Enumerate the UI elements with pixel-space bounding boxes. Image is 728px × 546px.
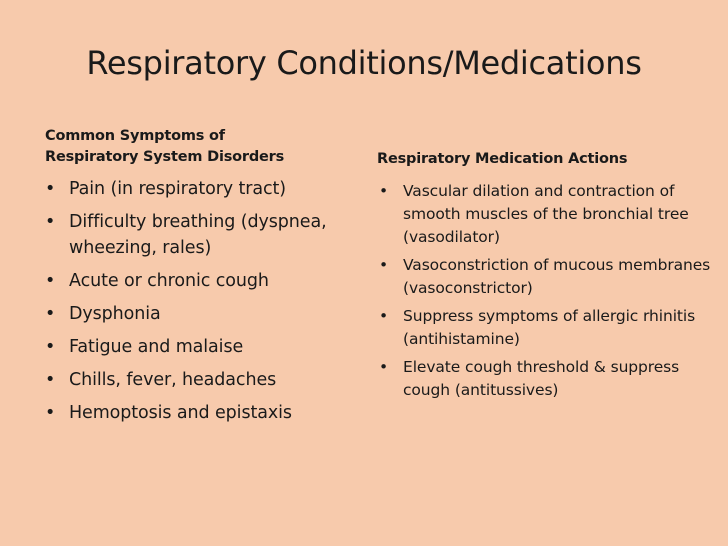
bullet: • <box>45 304 56 324</box>
symptoms-column <box>45 126 355 433</box>
medication-text: Elevate cough threshold & suppress cough (antitussives) <box>403 358 680 399</box>
symptom-text: Chills, fever, headaches <box>69 370 277 390</box>
symptom-item <box>45 367 355 393</box>
symptom-item <box>45 400 355 426</box>
symptom-text: Pain (in respiratory tract) <box>69 179 287 199</box>
bullet: • <box>45 271 56 291</box>
symptom-item <box>45 334 355 360</box>
symptom-text: Dysphonia <box>69 304 161 324</box>
medication-item <box>377 305 717 351</box>
medication-text: Vascular dilation and contraction of smooth muscles of the bronchial tree (vasodilator) <box>403 182 689 246</box>
symptoms-header <box>45 126 355 168</box>
bullet: • <box>379 358 389 376</box>
bullet: • <box>379 256 389 274</box>
bullet: • <box>45 337 56 357</box>
symptoms-header-line: Common Symptoms of <box>45 128 225 144</box>
symptom-text: Difficulty breathing (dyspnea, wheezing, rales) <box>69 212 327 258</box>
symptom-text: Fatigue and malaise <box>69 337 244 357</box>
medication-item <box>377 356 717 402</box>
slide-title: Respiratory Conditions/Medications <box>86 44 642 82</box>
symptoms-header-line: Respiratory System Disorders <box>45 149 285 165</box>
bullet: • <box>45 212 56 232</box>
symptom-item <box>45 176 355 202</box>
symptom-item <box>45 301 355 327</box>
bullet: • <box>379 307 389 325</box>
bullet: • <box>45 403 56 423</box>
medications-list <box>377 180 717 402</box>
medication-item <box>377 254 717 300</box>
medications-header: Respiratory Medication Actions <box>377 151 628 167</box>
bullet: • <box>379 182 389 200</box>
medication-item <box>377 180 717 249</box>
symptom-item <box>45 209 355 261</box>
bullet: • <box>45 179 56 199</box>
symptoms-list <box>45 176 355 426</box>
bullet: • <box>45 370 56 390</box>
symptom-text: Acute or chronic cough <box>69 271 269 291</box>
symptom-text: Hemoptosis and epistaxis <box>69 403 292 423</box>
medication-text: Suppress symptoms of allergic rhinitis (antihistamine) <box>403 307 696 348</box>
symptom-item <box>45 268 355 294</box>
medication-text: Vasoconstriction of mucous membranes (vasoconstrictor) <box>403 256 711 297</box>
medications-column <box>377 149 717 407</box>
